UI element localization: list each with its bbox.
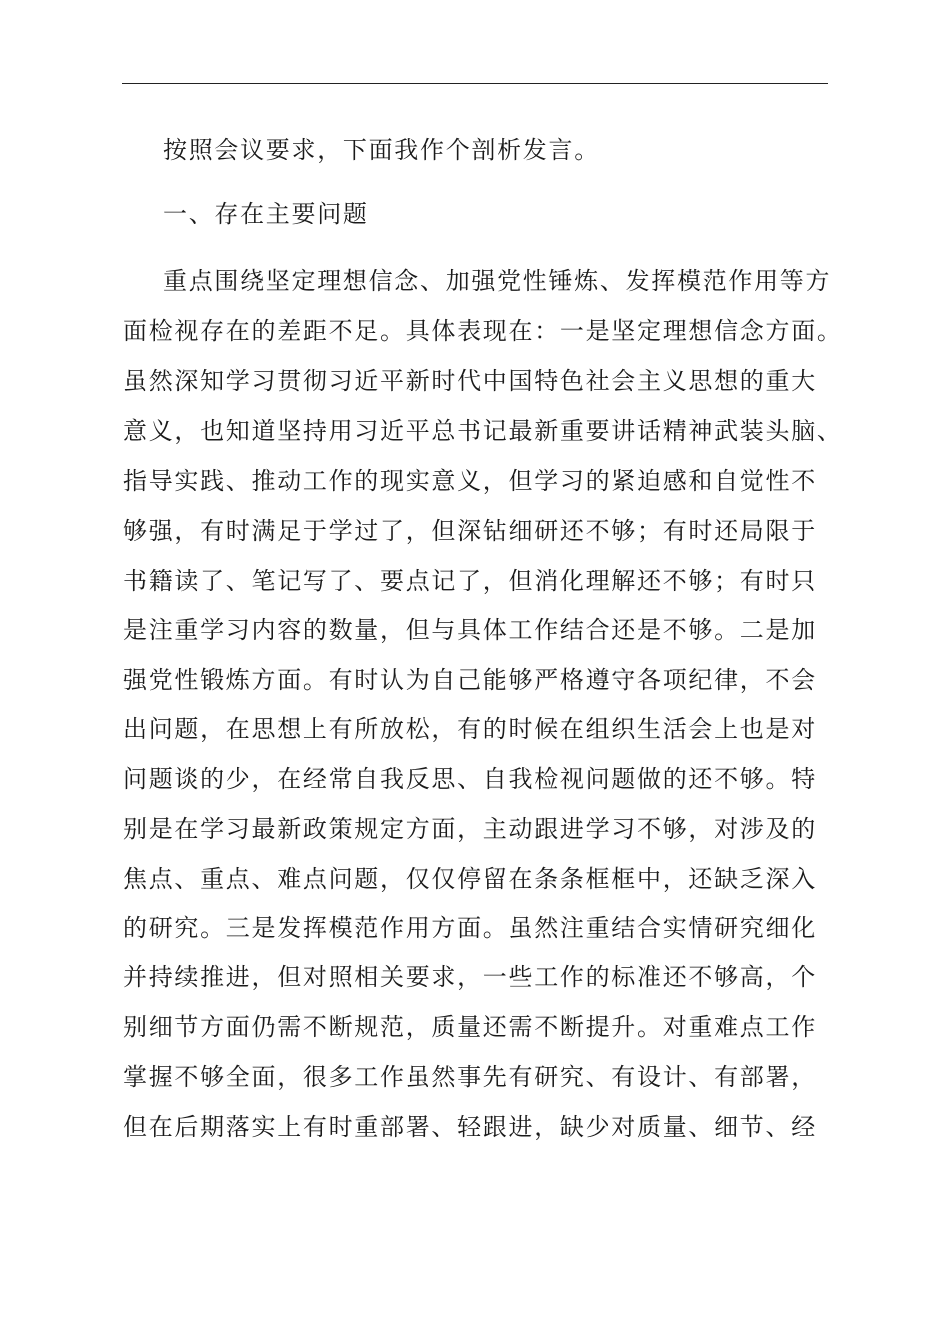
paragraph-line: 重点围绕坚定理想信念、加强党性锤炼、发挥模范作用等方 [163,267,832,295]
paragraph-line: 虽然深知学习贯彻习近平新时代中国特色社会主义思想的重大 [123,367,817,395]
paragraph-line: 别是在学习最新政策规定方面，主动跟进学习不够，对涉及的 [123,815,817,843]
paragraph-line: 的研究。三是发挥模范作用方面。虽然注重结合实情研究细化 [123,914,817,942]
intro-line: 按照会议要求，下面我作个剖析发言。 [163,136,600,164]
paragraph-line: 掌握不够全面，很多工作虽然事先有研究、有设计、有部署， [123,1063,817,1091]
paragraph-line: 面检视存在的差距不足。具体表现在：一是坚定理想信念方面。 [123,317,843,345]
paragraph-line: 别细节方面仍需不断规范，质量还需不断提升。对重难点工作 [123,1013,817,1041]
paragraph-line: 强党性锻炼方面。有时认为自己能够严格遵守各项纪律，不会 [123,666,817,694]
paragraph-line: 焦点、重点、难点问题，仅仅停留在条条框框中，还缺乏深入 [123,865,817,893]
section-heading: 一、存在主要问题 [163,200,369,228]
paragraph-line: 意义，也知道坚持用习近平总书记最新重要讲话精神武装头脑、 [123,417,843,445]
paragraph-line: 够强，有时满足于学过了，但深钻细研还不够；有时还局限于 [123,517,817,545]
paragraph-line: 书籍读了、笔记写了、要点记了，但消化理解还不够；有时只 [123,567,817,595]
paragraph-line: 出问题，在思想上有所放松，有的时候在组织生活会上也是对 [123,715,817,743]
header-rule [122,83,828,84]
paragraph-line: 问题谈的少，在经常自我反思、自我检视问题做的还不够。特 [123,765,817,793]
paragraph-line: 指导实践、推动工作的现实意义，但学习的紧迫感和自觉性不 [123,467,817,495]
paragraph-line: 并持续推进，但对照相关要求，一些工作的标准还不够高，个 [123,963,817,991]
paragraph-line: 是注重学习内容的数量，但与具体工作结合还是不够。二是加 [123,616,817,644]
paragraph-line: 但在后期落实上有时重部署、轻跟进，缺少对质量、细节、经 [123,1113,817,1141]
